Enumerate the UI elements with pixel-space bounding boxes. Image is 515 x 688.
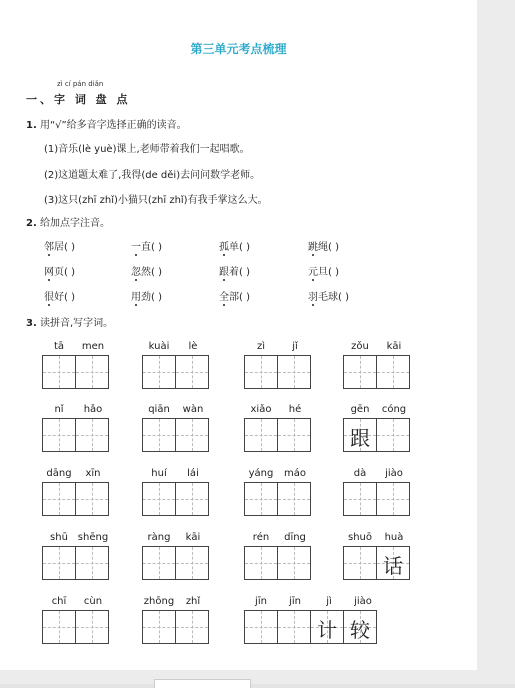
writing-box[interactable] xyxy=(343,610,377,644)
writing-box[interactable] xyxy=(175,610,209,644)
writing-box[interactable] xyxy=(142,546,176,580)
q3-pinyin: dà xyxy=(353,468,367,479)
writing-box[interactable] xyxy=(75,482,109,516)
q2-word-0-0: 邻居( ) xyxy=(44,238,75,253)
q3-pinyin: jīn xyxy=(289,596,301,607)
writing-box[interactable] xyxy=(376,482,410,516)
q3-pinyin: wàn xyxy=(182,404,204,415)
q3-pinyin: cóng xyxy=(381,404,407,415)
page-title: 第三单元考点梳理 xyxy=(190,42,287,56)
writing-box[interactable] xyxy=(277,482,311,516)
q2-word-0-3: 跳绳( ) xyxy=(308,238,339,253)
section-heading: 一、字 词 盘 点 xyxy=(26,93,131,106)
writing-box[interactable] xyxy=(175,546,209,580)
written-character: 计 xyxy=(317,618,337,642)
writing-box[interactable] xyxy=(277,546,311,580)
q3-pinyin: huí xyxy=(151,468,167,479)
q2-word-0-2: 孤单( ) xyxy=(219,238,250,253)
writing-box[interactable] xyxy=(343,546,377,580)
written-character: 跟 xyxy=(350,426,370,450)
writing-box[interactable] xyxy=(244,355,278,389)
q3-pinyin: zì xyxy=(256,341,266,352)
q3-pinyin: jīn xyxy=(255,596,267,607)
q3-pinyin: xīn xyxy=(85,468,101,479)
writing-box[interactable] xyxy=(42,418,76,452)
q3-pinyin: nǐ xyxy=(54,404,64,415)
q3-pinyin: lái xyxy=(187,468,199,479)
q2-word-2-0: 很好( ) xyxy=(44,288,75,303)
q3-pinyin: hǎo xyxy=(83,404,103,415)
writing-box[interactable] xyxy=(244,546,278,580)
q2-word-1-3: 元旦( ) xyxy=(308,263,339,278)
writing-box[interactable] xyxy=(142,610,176,644)
writing-box[interactable] xyxy=(75,418,109,452)
q3-pinyin: qiān xyxy=(148,404,170,415)
q2-word-1-2: 跟着( ) xyxy=(219,263,250,278)
writing-box[interactable] xyxy=(343,482,377,516)
q3-pinyin: jiào xyxy=(385,468,403,479)
q3-pinyin: máo xyxy=(284,468,306,479)
written-character: 较 xyxy=(350,618,370,642)
q1-line-2: (2)这道题太难了,我得(de děi)去问问数学老师。 xyxy=(44,170,261,181)
writing-box[interactable] xyxy=(175,355,209,389)
question-2: 2. 给加点字注音。 xyxy=(26,218,110,229)
q3-pinyin: cùn xyxy=(83,596,103,607)
q2-word-2-2: 全部( ) xyxy=(219,288,250,303)
writing-box[interactable] xyxy=(343,418,377,452)
q3-pinyin: kāi xyxy=(386,341,402,352)
writing-box[interactable] xyxy=(376,418,410,452)
q2-word-2-1: 用劲( ) xyxy=(131,288,162,303)
q3-pinyin: shēng xyxy=(77,532,109,543)
q3-pinyin: zǒu xyxy=(351,341,369,352)
q3-pinyin: dāng xyxy=(46,468,72,479)
writing-box[interactable] xyxy=(175,482,209,516)
q2-word-1-0: 网页( ) xyxy=(44,263,75,278)
q2-word-1-1: 忽然( ) xyxy=(131,263,162,278)
writing-box[interactable] xyxy=(142,418,176,452)
q3-pinyin: shū xyxy=(50,532,68,543)
q3-pinyin: huà xyxy=(384,532,404,543)
q1-line-3: (3)这只(zhī zhǐ)小猫只(zhī zhǐ)有我手掌这么大。 xyxy=(44,195,268,206)
question-1: 1. 用“√”给多音字选择正确的读音。 xyxy=(26,120,187,131)
writing-box[interactable] xyxy=(175,418,209,452)
q3-pinyin: dīng xyxy=(284,532,306,543)
writing-box[interactable] xyxy=(277,355,311,389)
q3-pinyin: xiǎo xyxy=(250,404,272,415)
writing-box[interactable] xyxy=(75,610,109,644)
writing-box[interactable] xyxy=(244,418,278,452)
q3-pinyin: jǐ xyxy=(292,341,298,352)
writing-box[interactable] xyxy=(75,546,109,580)
q3-pinyin: ràng xyxy=(147,532,171,543)
q3-pinyin: jì xyxy=(326,596,332,607)
writing-box[interactable] xyxy=(42,482,76,516)
writing-box[interactable] xyxy=(42,546,76,580)
q3-pinyin: jiào xyxy=(354,596,372,607)
writing-box[interactable] xyxy=(277,418,311,452)
q3-pinyin: lè xyxy=(188,341,198,352)
q3-pinyin: tā xyxy=(53,341,65,352)
q3-pinyin: gēn xyxy=(350,404,370,415)
question-3: 3. 读拼音,写字词。 xyxy=(26,318,114,329)
right-gutter xyxy=(477,0,515,684)
writing-box[interactable] xyxy=(343,355,377,389)
q3-pinyin: zhǐ xyxy=(185,596,201,607)
q3-pinyin: kāi xyxy=(185,532,201,543)
q3-pinyin: zhōng xyxy=(143,596,175,607)
writing-box[interactable] xyxy=(42,610,76,644)
writing-box[interactable] xyxy=(42,355,76,389)
q3-pinyin: shuō xyxy=(347,532,372,543)
q2-word-2-3: 羽毛球( ) xyxy=(308,288,349,303)
writing-box[interactable] xyxy=(376,355,410,389)
writing-box[interactable] xyxy=(376,546,410,580)
writing-box[interactable] xyxy=(244,482,278,516)
written-character: 话 xyxy=(383,554,403,578)
q1-line-1: (1)音乐(lè yuè)课上,老师带着我们一起唱歌。 xyxy=(44,144,250,155)
q3-pinyin: hé xyxy=(288,404,302,415)
q3-pinyin: yáng xyxy=(248,468,274,479)
writing-box[interactable] xyxy=(310,610,344,644)
q3-pinyin: chī xyxy=(51,596,67,607)
q3-pinyin: men xyxy=(81,341,105,352)
writing-box[interactable] xyxy=(75,355,109,389)
writing-box[interactable] xyxy=(277,610,311,644)
q2-word-0-1: 一直( ) xyxy=(131,238,162,253)
writing-box[interactable] xyxy=(244,610,278,644)
section-pinyin: zì cí pán diǎn xyxy=(57,80,104,88)
writing-box[interactable] xyxy=(142,482,176,516)
writing-box[interactable] xyxy=(142,355,176,389)
q3-pinyin: kuài xyxy=(148,341,170,352)
q3-pinyin: rén xyxy=(252,532,270,543)
